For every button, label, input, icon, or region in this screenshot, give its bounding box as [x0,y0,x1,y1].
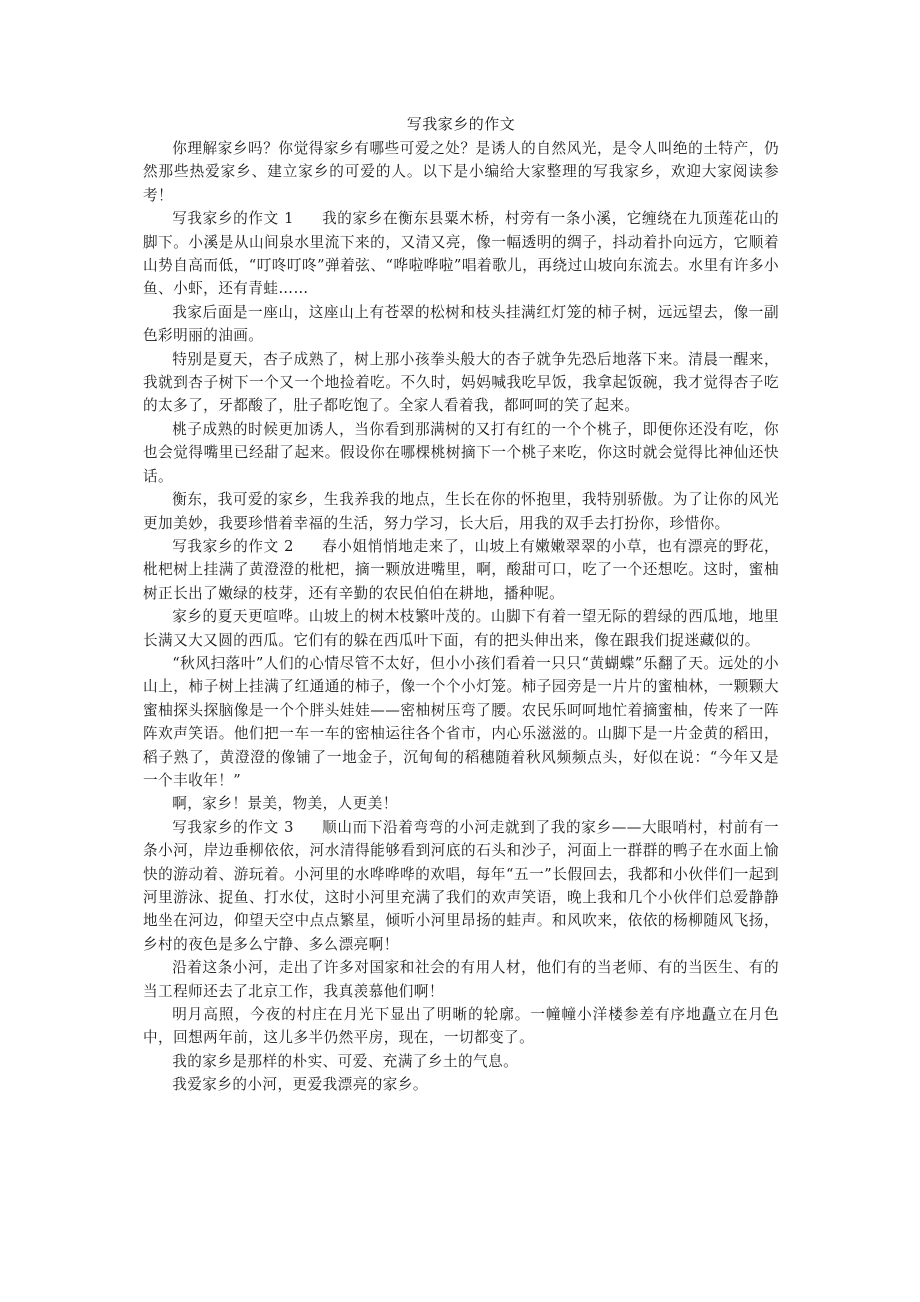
paragraph [143,418,779,488]
paragraph-essay-3 [143,816,779,956]
paragraph [143,605,779,652]
paragraph-essay-1 [143,207,779,301]
paragraph-text: 特别是夏天，杏子成熟了，树上那小孩拳头般大的杏子就争先恐后地落下来。清晨一醒来，我就到杏子树下一个又一个地捡着吃。不久时，妈妈喊我吃早饭，我拿起饭碗，我才觉得杏子吃的太多了，牙都酸了，肚子都吃饱了。全家人看着我，都呵呵的笑了起来。 [143,350,779,415]
paragraph-text: 家乡的夏天更喧哗。山坡上的树木枝繁叶茂的。山脚下有着一望无际的碧绿的西瓜地，地里长满又大又圆的西瓜。它们有的躲在西瓜叶下面，有的把头伸出来，像在跟我们捉迷藏似的。 [143,608,779,649]
paragraph-text: 桃子成熟的时候更加诱人，当你看到那满树的又打有红的一个个桃子，即便你还没有吃，你也会觉得嘴里已经甜了起来。假设你在哪棵桃树摘下一个桃子来吃，你这时就会觉得比神仙还快话。 [143,420,779,485]
essay-heading-1: 写我家乡的作文 1 [172,210,294,228]
paragraph-text: 你理解家乡吗？你觉得家乡有哪些可爱之处？是诱人的自然风光，是令人叫绝的土特产，仍然那些热爱家乡、建立家乡的可爱的人。以下是小编给大家整理的写我家乡，欢迎大家阅读参考！ [143,140,779,204]
paragraph-text: 我的家乡是那样的朴实、可爱、充满了乡土的气息。 [172,1052,519,1070]
essay-heading-3: 写我家乡的作文 3 [172,818,294,836]
paragraph-text: 顺山而下沿着弯弯的小河走就到了我的家乡——大眼哨村，村前有一条小河，岸边垂柳依依，河水清得能够看到河底的石头和沙子，河面上一群群的鸭子在水面上愉快的游动着、游玩着。小河里的水哗哗哗的欢唱，每年“五一”长假回去，我都和小伙伴们一起到河里游泳、捉鱼、打水仗，这时小河里充满了我们的欢声笑语，晚上我和几个小伙伴们总爱静静地坐在河边，仰望天空中点点繁星，倾听小河里昂扬的蛙声。和风吹来，依依的杨柳随风飞扬，乡村的夜色是多么宁静、多么漂亮啊！ [143,818,779,953]
document-title: 写我家乡的作文 [406,115,516,133]
paragraph [143,956,779,1003]
paragraph-essay-2 [143,535,779,605]
paragraph [143,301,779,348]
paragraph-text: 明月高照，今夜的村庄在月光下显出了明晰的轮廓。一幢幢小洋楼参差有序地矗立在月色中，回想两年前，这儿多半仍然平房，现在，一切都变了。 [143,1006,779,1047]
paragraph-text: 我家后面是一座山，这座山上有苍翠的松树和枝头挂满红灯笼的柿子树，远远望去，像一副色彩明丽的油画。 [143,303,779,345]
paragraph [143,652,779,792]
paragraph-text: 我爱家乡的小河，更爱我漂亮的家乡。 [172,1076,428,1094]
paragraph [143,1050,779,1073]
paragraph [143,488,779,535]
essay-heading-2: 写我家乡的作文 2 [172,537,294,555]
paragraph-text: 衡东，我可爱的家乡，生我养我的地点，生长在你的怀抱里，我特别骄傲。为了让你的风光更加美妙，我要珍惜着幸福的生活，努力学习，长大后，用我的双手去打扮你，珍惜你。 [143,491,779,532]
paragraph-text: 啊，家乡！景美，物美，人更美！ [172,795,398,813]
paragraph-text: 沿着这条小河，走出了许多对国家和社会的有用人材，他们有的当老师、有的当医生、有的当工程师还去了北京工作，我真羡慕他们啊！ [143,959,779,1000]
document-page [143,112,779,1097]
paragraph-text: 我的家乡在衡东县粟木桥，村旁有一条小溪，它缠绕在九顶莲花山的脚下。小溪是从山间泉水里流下来的，又清又亮，像一幅透明的绸子，抖动着扑向远方，它顺着山势自高而低，“叮咚叮咚”弹着弦、“哗啦哗啦”唱着歌儿，再绕过山坡向东流去。水里有许多小鱼、小虾，还有青蛙…… [143,210,779,298]
paragraph [143,1003,779,1050]
paragraph [143,1073,779,1096]
paragraph-text: 春小姐悄悄地走来了，山坡上有嫩嫩翠翠的小草，也有漂亮的野花，枇杷树上挂满了黄澄澄的枇杷，摘一颗放进嘴里，啊，酸甜可口，吃了一个还想吃。这时，蜜柚树正长出了嫩绿的枝芽，还有辛勤的农民伯伯在耕地，播种呢。 [143,537,779,602]
paragraph-text: “秋风扫落叶”人们的心情尽管不太好，但小小孩们看着一只只“黄蝴蝶”乐翻了天。远处的小山上，柿子树上挂满了红通通的柿子，像一个个小灯笼。柿子园旁是一片片的蜜柚林，一颗颗大蜜柚探头探脑像是一个个胖头娃娃——密柚树压弯了腰。农民乐呵呵地忙着摘蜜柚，传来了一阵阵欢声笑语。他们把一车一车的密柚运往各个省市，内心乐滋滋的。山脚下是一片金黄的稻田，稻子熟了，黄澄澄的像铺了一地金子，沉甸甸的稻穗随着秋风频频点头，好似在说：“今年又是一个丰收年！” [143,654,779,789]
paragraph [143,792,779,815]
paragraph [143,348,779,418]
paragraph-intro [143,137,779,207]
